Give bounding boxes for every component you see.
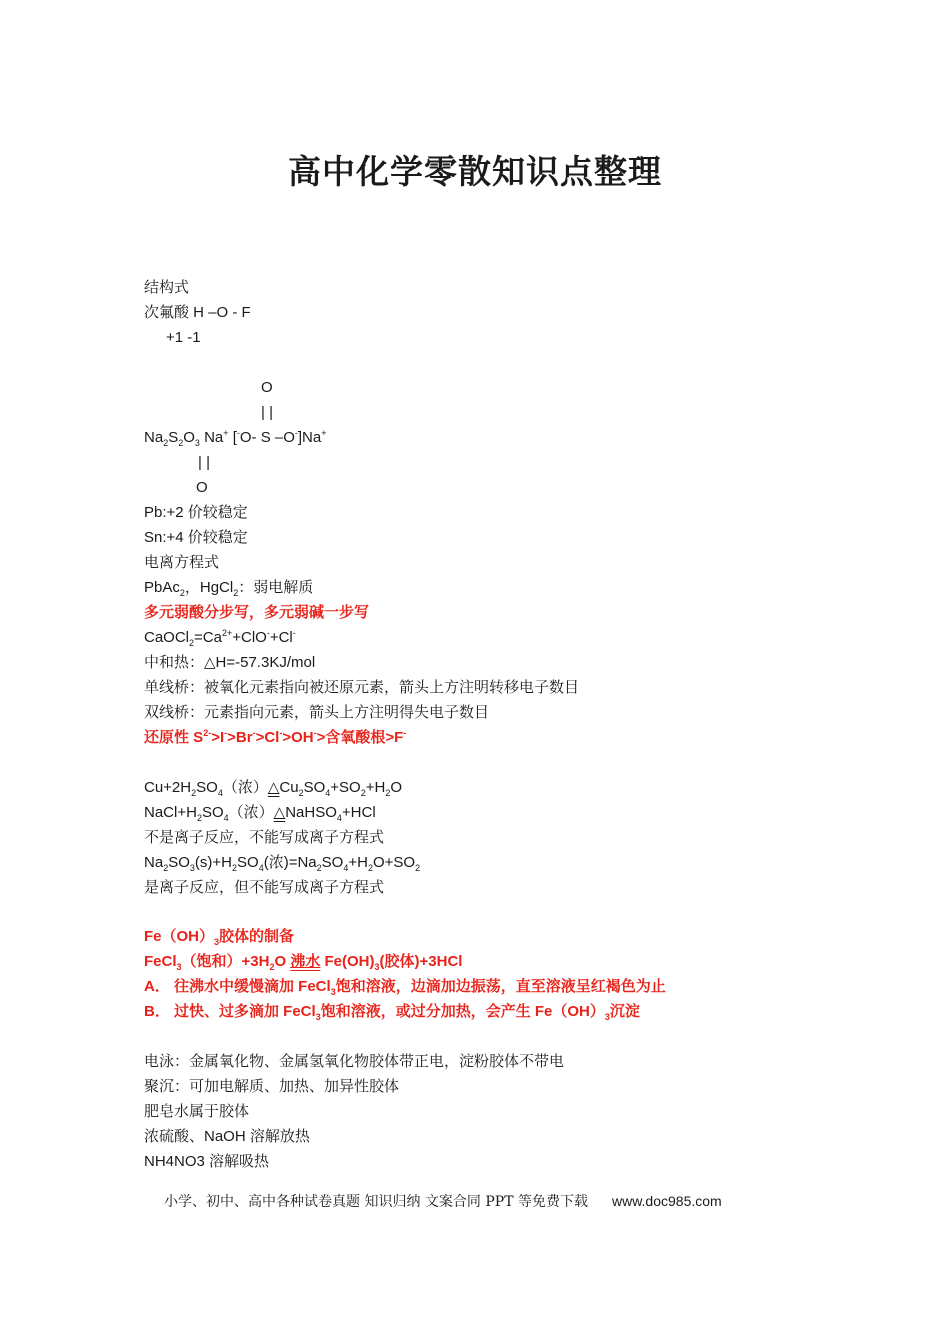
text-line: 中和热：△H=-57.3KJ/mol xyxy=(144,654,316,671)
text-line: 聚沉：可加电解质、加热、加异性胶体 xyxy=(144,1078,400,1095)
footer-text: 小学、初中、高中各种试卷真题 知识归纳 文案合同 PPT 等免费下载 xyxy=(164,1194,588,1210)
structure-formula-line: $Na_2S_2O_3$ Na+ [-O- S –O-]Na+ xyxy=(144,428,327,448)
list-item-a: A． 往沸水中缓慢滴加 FeCl$_3$饱和溶液，边滴加边振荡，直至溶液呈红褐色为止 xyxy=(144,978,666,997)
page-footer xyxy=(164,1191,722,1211)
structure-bond-top: | | xyxy=(261,404,273,421)
list-item-b: B． 过快、过多滴加 FeCl$_3$饱和溶液，或过分加热，会产生 $Fe(OH)_3$沉淀 xyxy=(144,1003,640,1022)
text-line: 结构式 xyxy=(144,279,190,296)
structure-bond-bottom: | | xyxy=(198,454,210,471)
equation-line: $NaCl+H_2SO_4$（浓）△NaHSO$_4$+HCl xyxy=(144,804,376,823)
text-line: 不是离子反应，不能写成离子方程式 xyxy=(144,829,385,846)
highlight-line: 还原性 $S^{2-}>I^->Br^->Cl^->OH^->$含氧酸根>F- xyxy=(144,728,407,746)
text-line: 肥皂水属于胶体 xyxy=(144,1103,250,1120)
text-line: 单线桥：被氧化元素指向被还原元素，箭头上方注明转移电子数目 xyxy=(144,679,580,696)
text-line: 电泳：金属氧化物、金属氢氧化物胶体带正电，淀粉胶体不带电 xyxy=(144,1053,565,1070)
text-line: Sn:+4 价较稳定 xyxy=(144,529,248,546)
text-line: 双线桥：元素指向元素，箭头上方注明得失电子数目 xyxy=(144,704,490,721)
footer-url[interactable]: www.doc985.com xyxy=(611,1193,722,1209)
boiling-water-condition: 沸水 xyxy=(290,953,321,970)
text-line: NH4NO3 溶解吸热 xyxy=(144,1153,270,1170)
highlight-line: 多元弱酸分步写，多元弱碱一步写 xyxy=(144,604,370,621)
text-line: 次氟酸 H –O - F xyxy=(144,304,251,321)
heat-symbol: △ xyxy=(273,804,286,821)
equation-line: $Cu+2H_2SO_4$（浓）$\triangle Cu_2SO_4+SO_2+H_2O$ xyxy=(144,779,403,798)
text-line: PbAc$_2$，HgCl$_2$：弱电解质 xyxy=(144,579,314,598)
text-line: 是离子反应，但不能写成离子方程式 xyxy=(144,879,385,896)
text-line: 电离方程式 xyxy=(144,554,220,571)
text-line: Pb:+2 价较稳定 xyxy=(144,504,248,521)
document-title: 高中化学零散知识点整理 xyxy=(288,152,662,191)
equation-line: FeCl$_3$（饱和）$+3H_2O$ 沸水 $Fe(OH)_3$(胶体)+3HCl xyxy=(144,953,463,972)
heat-symbol: △ xyxy=(267,779,280,796)
section-heading: $Fe(OH)_3$胶体的制备 xyxy=(144,928,295,947)
oxidation-states: +1 -1 xyxy=(166,329,201,346)
structure-oxygen-top: O xyxy=(261,379,273,396)
structure-oxygen-bottom: O xyxy=(196,479,208,496)
equation-line: $CaOCl_2=Ca^{2+}+ClO^-+Cl^-$ xyxy=(144,628,296,648)
text-line: 浓硫酸、NaOH 溶解放热 xyxy=(144,1128,310,1145)
equation-line: $Na_2SO_3(s)+H_2SO_4$(浓)$=Na_2SO_4+H_2O+SO_2$ xyxy=(144,854,421,873)
